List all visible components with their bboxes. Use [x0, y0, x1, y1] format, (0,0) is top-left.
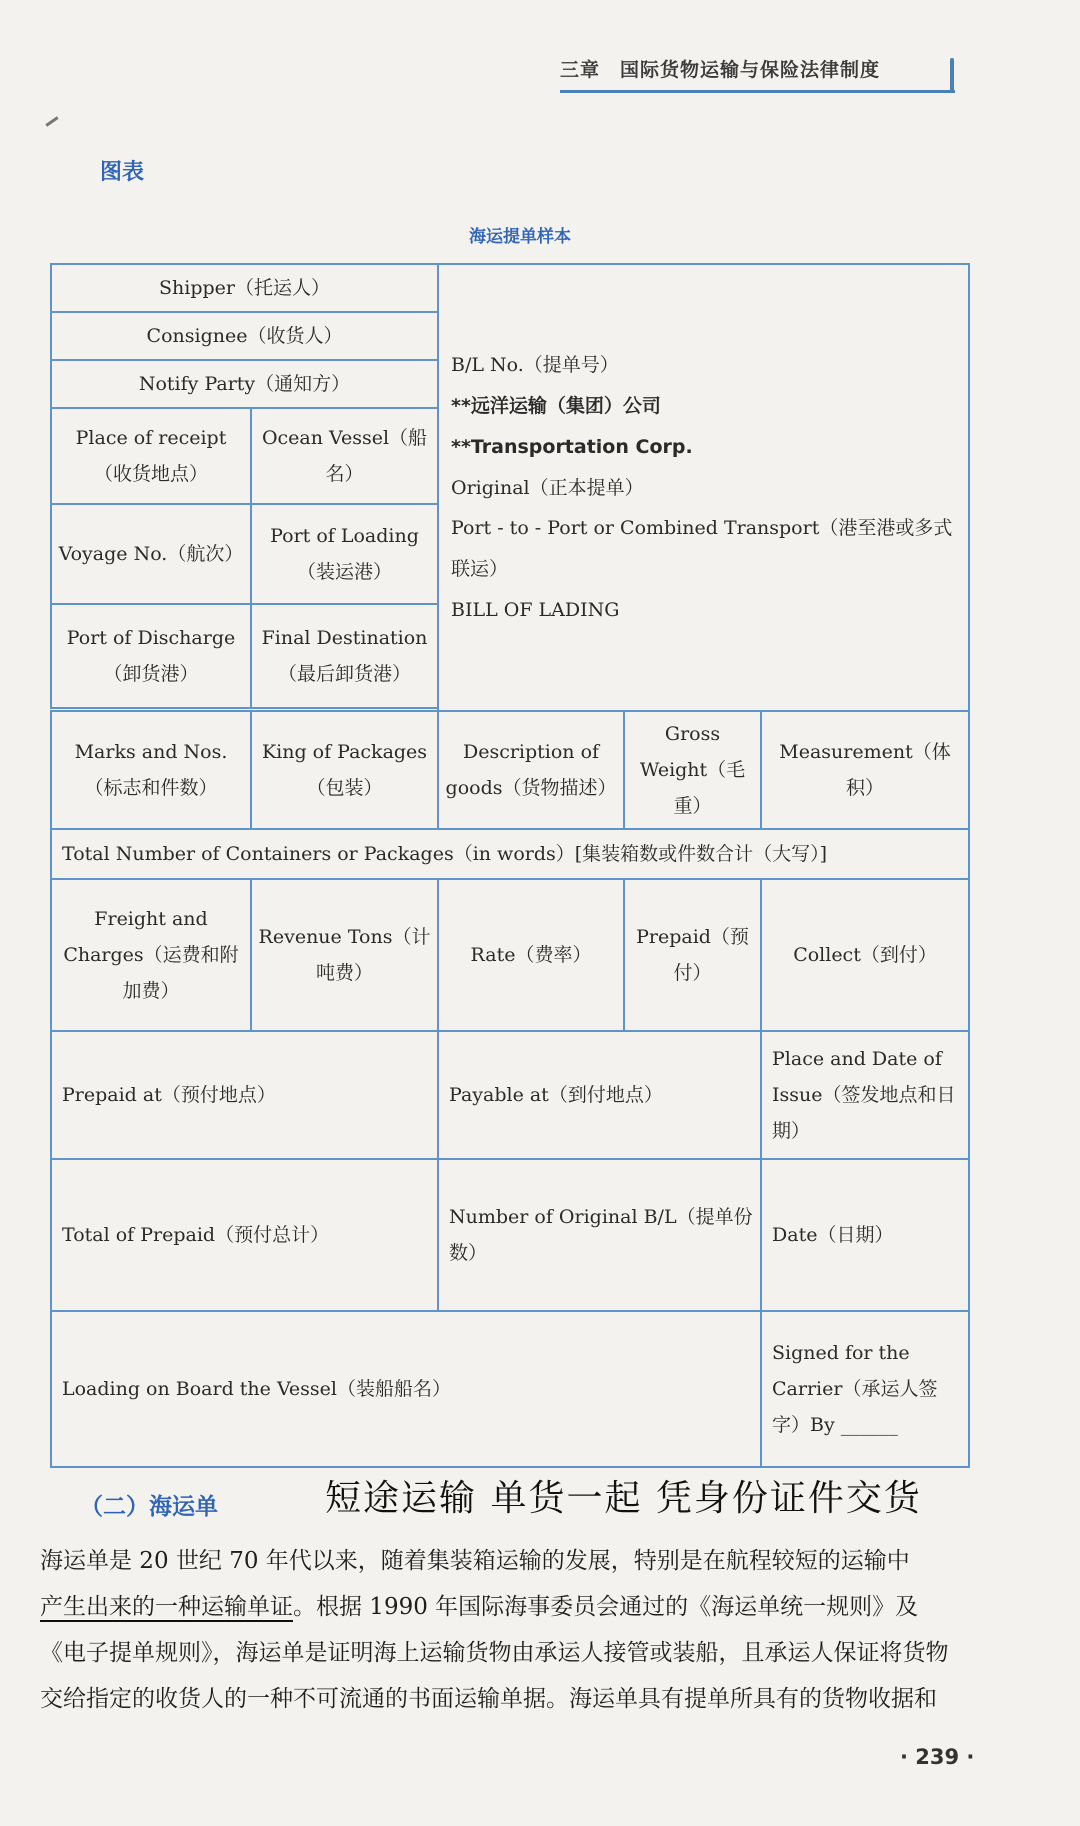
- consignee-cell: Consignee（收货人）: [51, 312, 438, 360]
- marks-cell: Marks and Nos.（标志和件数）: [51, 711, 251, 829]
- date-cell: Date（日期）: [761, 1159, 969, 1311]
- ocean-vessel-cell: Ocean Vessel（船名）: [251, 408, 438, 504]
- measurement-cell: Measurement（体积）: [761, 711, 969, 829]
- table-title: 海运提单样本: [469, 227, 571, 247]
- page-number: · 239 ·: [900, 1745, 975, 1769]
- body-paragraph: [40, 1538, 990, 1722]
- place-date-issue-cell: Place and Date of Issue（签发地点和日期）: [761, 1031, 969, 1159]
- signed-cell: Signed for the Carrier（承运人签字）By ______: [761, 1311, 969, 1467]
- loading-on-board-cell: Loading on Board the Vessel（装船船名）: [51, 1311, 761, 1467]
- notify-party-cell: Notify Party（通知方）: [51, 360, 438, 408]
- shipper-cell: Shipper（托运人）: [51, 264, 438, 312]
- freight-cell: Freight and Charges（运费和附加费）: [51, 879, 251, 1031]
- handwritten-note: 短途运输 单货一起 凭身份证件交货: [325, 1478, 922, 1519]
- gross-weight-cell: Gross Weight（毛重）: [624, 711, 761, 829]
- bl-no: B/L No.（提单号）: [451, 354, 619, 376]
- total-number-cell: Total Number of Containers or Packages（in words）[集装箱数或件数合计（大写）]: [51, 829, 969, 879]
- transport-type: Port - to - Port or Combined Transport（港至港或多式联运）: [451, 517, 953, 581]
- port-of-discharge-cell: Port of Discharge（卸货港）: [51, 604, 251, 708]
- total-prepaid-cell: Total of Prepaid（预付总计）: [51, 1159, 438, 1311]
- chapter-header: 三章 国际货物运输与保险法律制度: [560, 59, 881, 81]
- prepaid-cell: Prepaid（预付）: [624, 879, 761, 1031]
- body-line: 海运单是 20 世纪 70 年代以来，随着集装箱运输的发展，特别是在航程较短的运输中: [40, 1548, 910, 1574]
- pen-mark: [45, 116, 58, 126]
- bill-of-lading-table: [50, 263, 970, 1468]
- bill-of-lading-title: BILL OF LADING: [451, 599, 620, 622]
- port-of-loading-cell: Port of Loading（装运港）: [251, 504, 438, 604]
- body-line: 交给指定的收货人的一种不可流通的书面运输单据。海运单具有提单所具有的货物收据和: [40, 1686, 937, 1712]
- collect-cell: Collect（到付）: [761, 879, 969, 1031]
- section-heading: （二）海运单: [80, 1494, 218, 1520]
- header-rule: [560, 90, 955, 93]
- body-line: [40, 1584, 990, 1630]
- rate-cell: Rate（费率）: [438, 879, 624, 1031]
- packages-cell: King of Packages（包装）: [251, 711, 438, 829]
- underlined-phrase: 产生出来的一种运输单证: [40, 1594, 293, 1620]
- figure-label: 图表: [100, 160, 145, 185]
- description-cell: Description of goods（货物描述）: [438, 711, 624, 829]
- body-line: 《电子提单规则》，海运单是证明海上运输货物由承运人接管或装船，且承运人保证将货物: [40, 1640, 949, 1666]
- final-destination-cell: Final Destination（最后卸货港）: [251, 604, 438, 708]
- original-label: Original（正本提单）: [451, 476, 644, 499]
- voyage-no-cell: Voyage No.（航次）: [51, 504, 251, 604]
- header-bracket: [950, 58, 954, 93]
- prepaid-at-cell: Prepaid at（预付地点）: [51, 1031, 438, 1159]
- company-cn: **远洋运输（集团）公司: [451, 394, 661, 417]
- body-line-rest: 。根据 1990 年国际海事委员会通过的《海运单统一规则》及: [293, 1594, 919, 1620]
- place-of-receipt-cell: Place of receipt（收货地点）: [51, 408, 251, 504]
- payable-at-cell: Payable at（到付地点）: [438, 1031, 761, 1159]
- company-en: **Transportation Corp.: [451, 435, 693, 458]
- bl-info-cell: [438, 264, 969, 711]
- number-original-cell: Number of Original B/L（提单份数）: [438, 1159, 761, 1311]
- revenue-tons-cell: Revenue Tons（计吨费）: [251, 879, 438, 1031]
